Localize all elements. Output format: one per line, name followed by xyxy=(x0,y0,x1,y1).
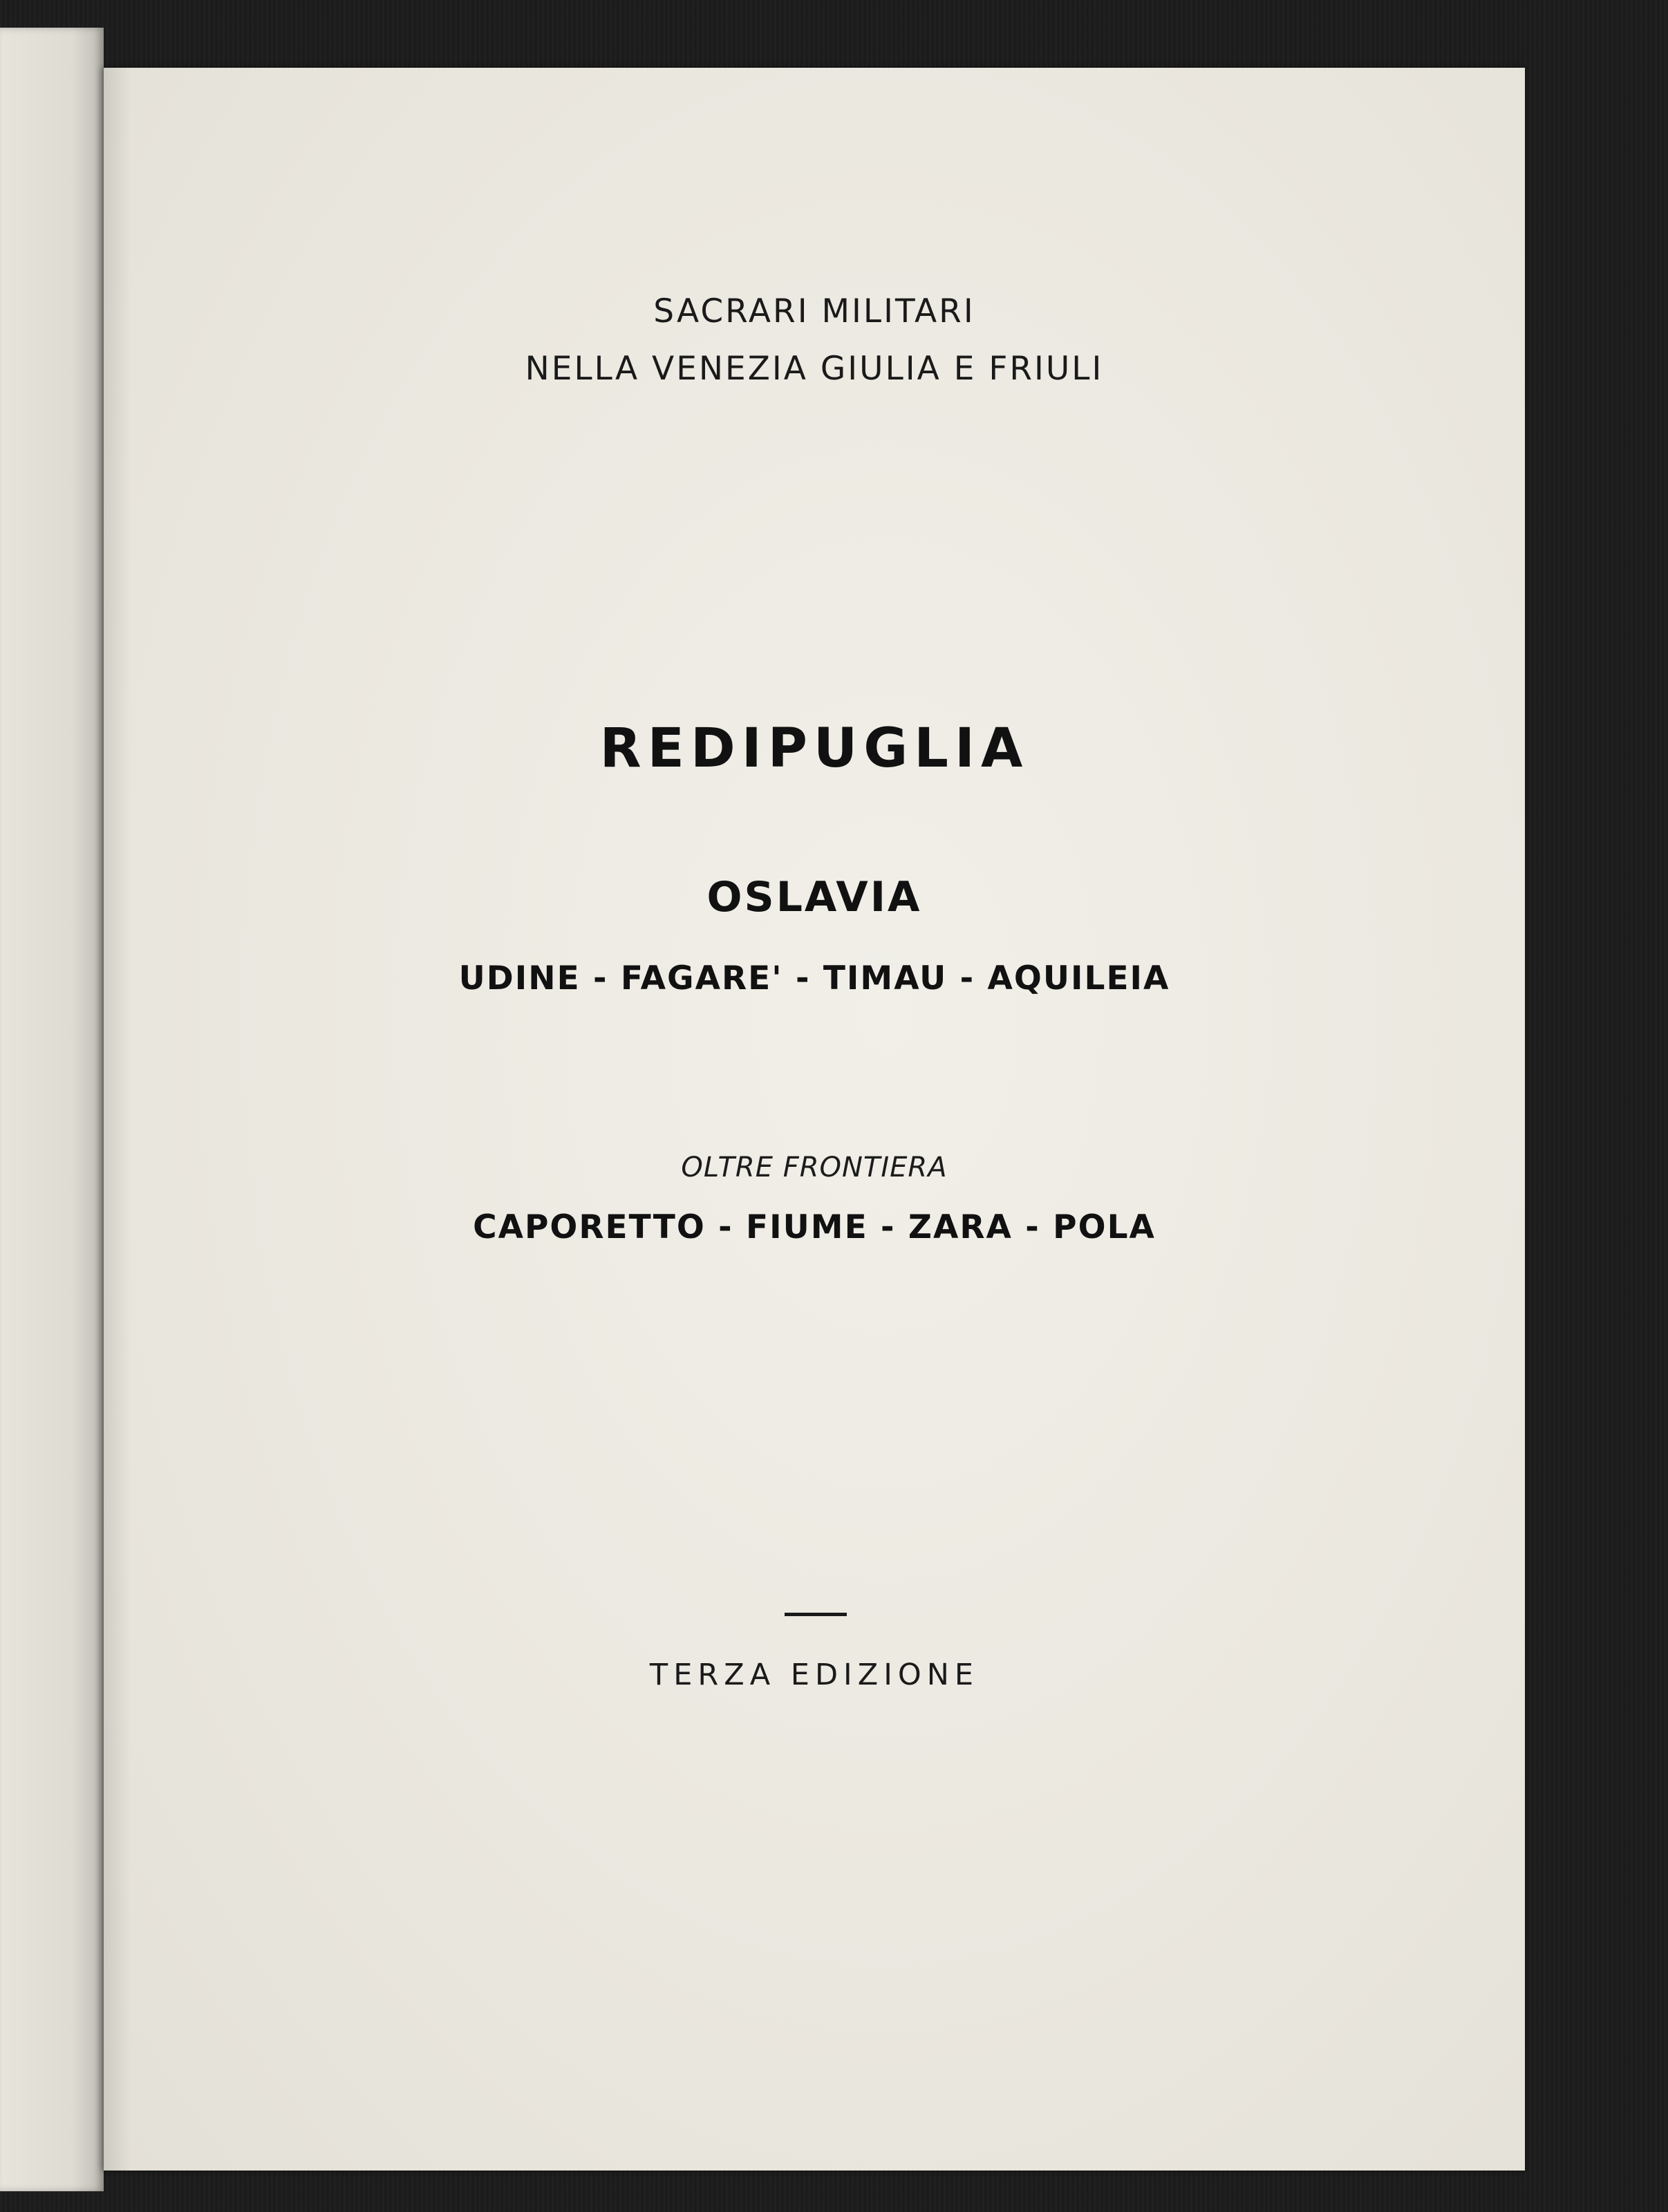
edition-label: TERZA EDIZIONE xyxy=(649,1658,980,1692)
section-label: OLTRE FRONTIERA xyxy=(681,1152,948,1183)
subtitle-line-1: SACRARI MILITARI xyxy=(653,292,975,330)
places-line-2: CAPORETTO - FIUME - ZARA - POLA xyxy=(473,1208,1156,1246)
title-page xyxy=(104,68,1525,2171)
divider-rule xyxy=(785,1613,847,1616)
facing-page-edge xyxy=(0,28,104,2191)
page-title: REDIPUGLIA xyxy=(599,718,1029,780)
heading-oslavia: OSLAVIA xyxy=(706,873,922,921)
places-line-1: UDINE - FAGARE' - TIMAU - AQUILEIA xyxy=(458,959,1170,997)
subtitle-line-2: NELLA VENEZIA GIULIA E FRIULI xyxy=(525,350,1104,388)
